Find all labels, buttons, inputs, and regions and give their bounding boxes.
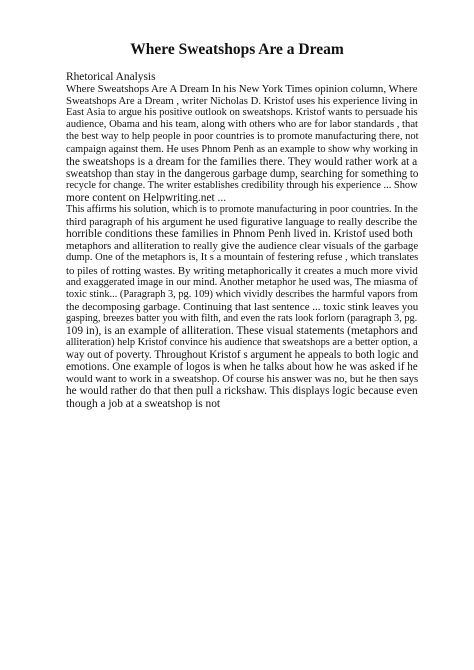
text-line: audience, Obama and his team, along with others who are for labor standards , that bbox=[66, 119, 418, 131]
text-line: the sweatshops is a dream for the families there. They would rather work at a bbox=[66, 155, 418, 168]
text-line: to piles of rotting wastes. By writing metaphorically it creates a much more vivid bbox=[66, 264, 418, 277]
text-line: way out of poverty. Throughout Kristof s argument he appeals to both logic and bbox=[66, 349, 419, 362]
text-line: emotions. One example of logos is when he talks about how he was asked if he bbox=[66, 361, 418, 374]
document-body bbox=[66, 71, 418, 410]
text-line: dump. One of the metaphors is, It s a mountain of festering refuse , which translates bbox=[66, 252, 419, 264]
text-line: Rhetorical Analysis bbox=[66, 71, 156, 83]
text-line: sweatshop than stay in the dangerous garbage dump, searching for something to bbox=[66, 167, 419, 180]
text-line: and exaggerated image in our mind. Another metaphor he used was, The miasma of bbox=[66, 276, 418, 288]
text-line: Where Sweatshops Are A Dream In his New York Times opinion column, Where bbox=[66, 83, 418, 96]
text-line: toxic stink... (Paragraph 3, pg. 109) which vividly describes the harmful vapors from bbox=[66, 288, 418, 300]
text-line: Sweatshops Are a Dream , writer Nicholas D. Kristof uses his experience living in bbox=[66, 95, 418, 108]
text-line: campaign against them. He uses Phnom Penh as an example to show why working in bbox=[66, 143, 418, 155]
text-line: though a job at a sweatshop is not bbox=[66, 397, 221, 410]
text-line: more content on Helpwriting.net ... bbox=[66, 191, 227, 204]
text-line: he would rather do that then pull a rickshaw. This displays logic because even bbox=[66, 385, 418, 398]
text-line: gasping, breezes batter you with filth, and even the rats look forlorn (paragraph 3, pg. bbox=[66, 312, 418, 324]
text-line: East Asia to argue his positive outlook on sweatshops. Kristof wants to persuade his bbox=[66, 107, 418, 119]
text-line: the best way to help people in poor countries is to promote manufacturing there, not bbox=[66, 131, 419, 143]
text-line: recycle for change. The writer establishes credibility through his experience ... Show bbox=[66, 179, 418, 191]
text-line: the decomposing garbage. Continuing that last sentence ... toxic stink leaves you bbox=[66, 300, 419, 313]
text-line: third paragraph of his argument he used figurative language to really describe the bbox=[66, 216, 418, 229]
text-line: alliteration) help Kristof convince his audience that sweatshops are a better option, a bbox=[66, 337, 418, 349]
text-line: metaphors and alliteration to really give the audience clear visuals of the garbage bbox=[66, 240, 419, 253]
text-line: horrible conditions these families in Phnom Penh lived in. Kristof used both bbox=[66, 228, 413, 241]
text-line: would want to work in a sweatshop. Of course his answer was no, but he then says bbox=[66, 373, 419, 386]
text-line: 109 in), is an example of alliteration. These visual statements (metaphors and bbox=[66, 324, 418, 337]
document-title: Where Sweatshops Are a Dream bbox=[130, 41, 344, 58]
text-line: This affirms his solution, which is to promote manufacturing in poor countries. In the bbox=[66, 204, 418, 216]
